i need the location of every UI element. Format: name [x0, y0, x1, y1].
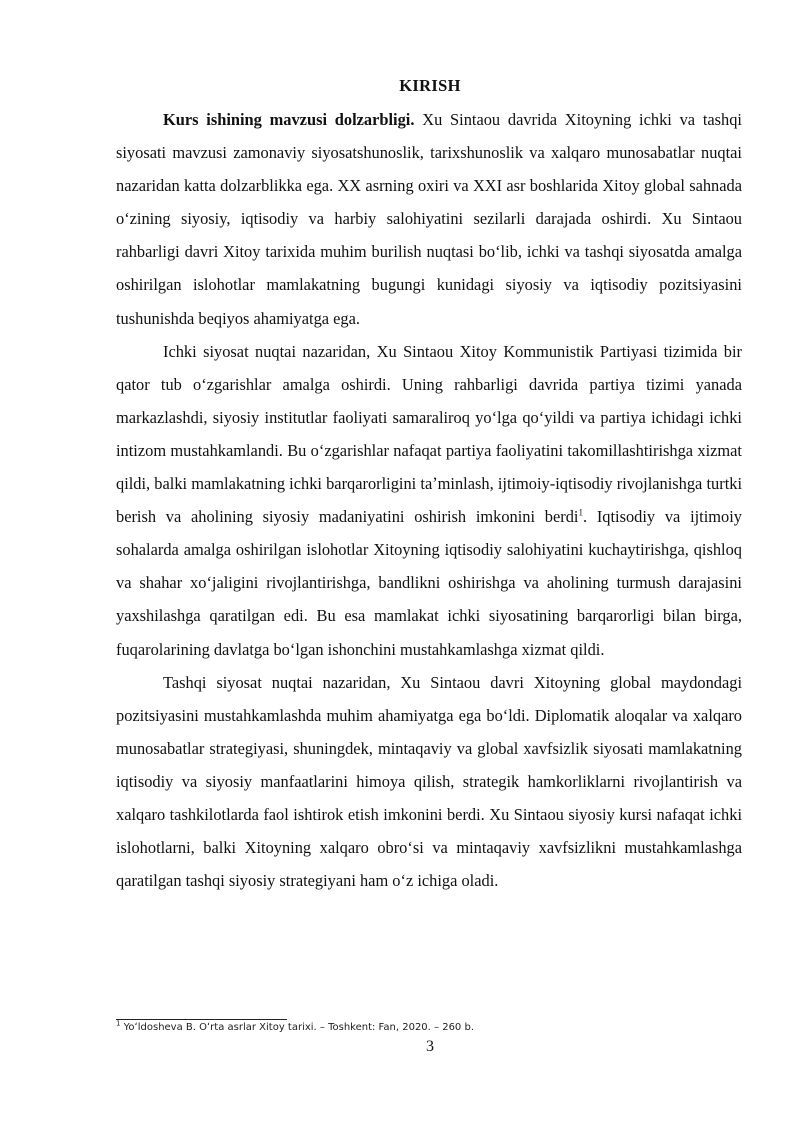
footnote-marker: 1: [116, 1019, 121, 1028]
paragraph-text: . Iqtisodiy va ijtimoiy sohalarda amalga oshirilgan islohotlar Xitoyning iqtisodiy salohiyatini kuchaytirishga, qishloq va shahar xoʻjaligini rivojlantirishga, bandlikni oshirishga va aholining turmush darajasini yaxshilashga qaratilgan edi. Bu esa mamlakat ichki siyosatining barqarorligi bilan birga, fuqarolarining davlatga boʻlgan ishonchini mustahkamlashga xizmat qildi.: [116, 507, 742, 659]
paragraph-relevance: [116, 103, 742, 335]
paragraph-text: Ichki siyosat nuqtai nazaridan, Xu Sintaou Xitoy Kommunistik Partiyasi tizimida bir qator tub oʻzgarishlar amalga oshirdi. Uning rahbarligi davrida partiya tizimi yanada markazlashdi, siyosiy institutlar faoliyati samaraliroq yoʻlga qoʻyildi va partiya ichidagi ichki intizom mustahkamlandi. Bu oʻzgarishlar nafaqat partiya faoliyatini takomillashtirishga xizmat qildi, balki mamlakatning ichki barqarorligini taʼminlash, ijtimoiy-iqtisodiy rivojlanishga turtki berish va aholining siyosiy madaniyatini oshirish imkonini berdi: [116, 341, 742, 527]
page-number: 3: [426, 1038, 434, 1055]
footnote-divider: [116, 1019, 287, 1020]
paragraph-text: Tashqi siyosat nuqtai nazaridan, Xu Sintaou davri Xitoyning global maydondagi pozitsiyasini mustahkamlashda muhim ahamiyatga ega boʻldi. Diplomatik aloqalar va xalqaro munosabatlar strategiyasi, shuningdek, mintaqaviy va global xavfsizlik siyosati mamlakatning iqtisodiy va siyosiy manfaatlarini himoya qilish, strategik hamkorliklarni rivojlantirish va xalqaro tashkilotlarda faol ishtirok etish imkonini berdi. Xu Sintaou siyosiy kursi nafaqat ichki islohotlarni, balki Xitoyning xalqaro obroʻsi va mintaqaviy xavfsizlikni mustahkamlashga qaratilgan tashqi siyosiy strategiyani ham oʻz ichiga oladi.: [116, 672, 742, 891]
paragraph-text: Xu Sintaou davrida Xitoyning ichki va tashqi siyosati mavzusi zamonaviy siyosatshunoslik, tarixshunoslik va xalqaro munosabatlar nuqtai nazaridan katta dolzarblikka ega. XX asrning oxiri va XXI asr boshlarida Xitoy global sahnada oʻzining siyosiy, iqtisodiy va harbiy salohiyatini sezilarli darajada oshirdi. Xu Sintaou rahbarligi davri Xitoy tarixida muhim burilish nuqtasi boʻlib, ichki va tashqi siyosatda amalga oshirilgan islohotlar mamlakatning bugungi kunidagi siyosiy va iqtisodiy pozitsiyasini tushunishda beqiyos ahamiyatga ega.: [116, 110, 742, 328]
paragraph-domestic-policy: [116, 335, 742, 666]
paragraph-foreign-policy: [116, 666, 742, 898]
paragraph-lead: Kurs ishining mavzusi dolzarbligi.: [163, 110, 415, 129]
footnote-text: Yoʻldosheva B. Oʻrta asrlar Xitoy tarixi. – Toshkent: Fan, 2020. – 260 b.: [123, 1022, 474, 1033]
footnote: [116, 1019, 474, 1033]
footnote-reference[interactable]: 1: [578, 507, 583, 518]
section-heading: KIRISH: [399, 76, 461, 95]
body-text: [116, 103, 742, 897]
